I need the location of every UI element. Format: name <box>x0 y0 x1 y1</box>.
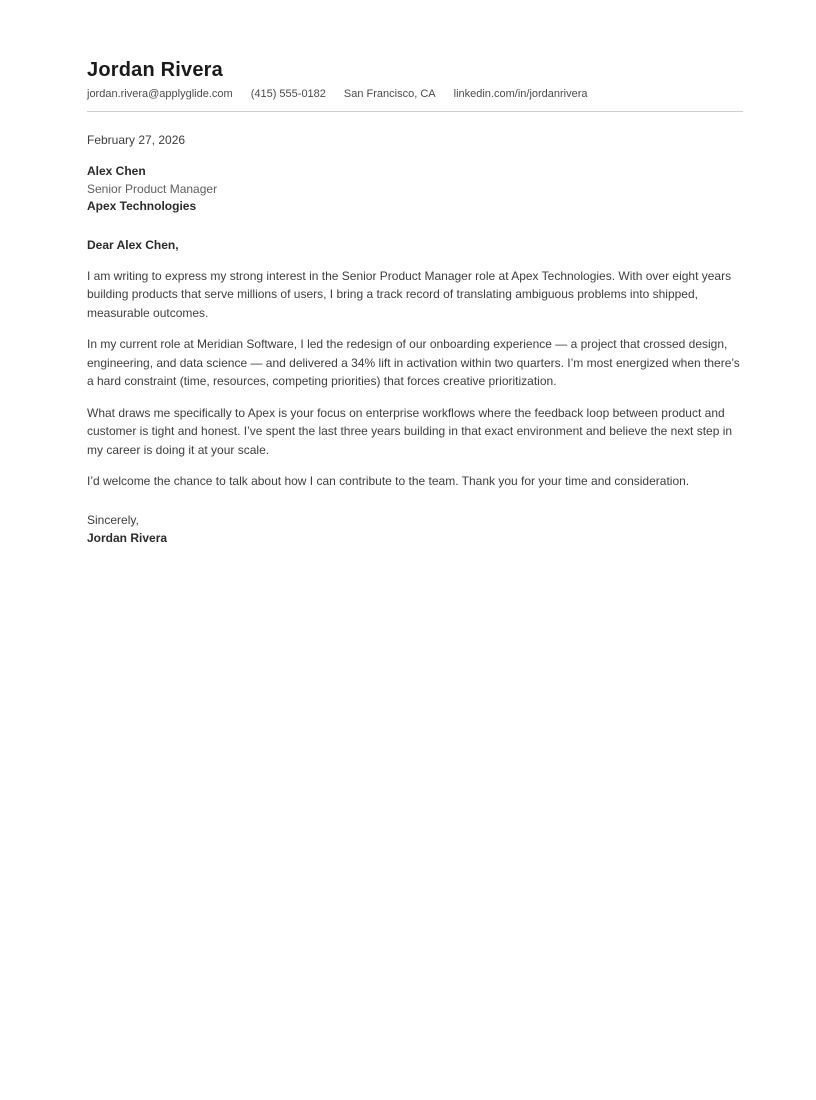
body-paragraph-3: What draws me specifically to Apex is your focus on enterprise workflows where the feedback loop between product and customer is tight and honest. I’ve spent the last three years building in that exact environment and believe the next step in my career is doing it at your scale. <box>87 405 733 457</box>
body-paragraph-2: In my current role at Meridian Software, I led the redesign of our onboarding experience — a project that crossed design, engineering, and data science — and delivered a 34% lift in activation within two quarters. I’m most energized when there’s a hard constraint (time, resources, competing priorities) that forces creative prioritization. <box>87 337 740 388</box>
recipient-company: Apex Technologies <box>87 199 197 213</box>
letter-date: February 27, 2026 <box>87 133 186 147</box>
recipient-name: Alex Chen <box>87 164 146 178</box>
email-text: jordan.rivera@applyglide.com <box>87 88 233 100</box>
header-divider <box>87 111 743 112</box>
linkedin-text: linkedin.com/in/jordanrivera <box>453 88 588 100</box>
recipient-block <box>87 163 743 216</box>
salutation: Dear Alex Chen, <box>87 237 179 252</box>
letter-body <box>87 131 743 547</box>
body-paragraph-4: I’d welcome the chance to talk about how I can contribute to the team. Thank you for your time and consideration. <box>87 474 690 488</box>
signature-block <box>87 511 743 547</box>
closing: Sincerely, <box>87 512 139 527</box>
contact-row <box>87 87 743 101</box>
applicant-name: Jordan Rivera <box>87 59 223 81</box>
recipient-title: Senior Product Manager <box>87 181 218 196</box>
body-paragraph-1: I am writing to express my strong interest in the Senior Product Manager role at Apex Technologies. With over eight years building products that serve millions of users, I bring a track record of translating ambiguous problems into shipped, measurable outcomes. <box>87 268 732 320</box>
signature-name: Jordan Rivera <box>87 530 168 545</box>
letter-header <box>87 58 743 112</box>
phone-text: (415) 555-0182 <box>250 88 326 100</box>
location-text: San Francisco, CA <box>343 88 436 100</box>
